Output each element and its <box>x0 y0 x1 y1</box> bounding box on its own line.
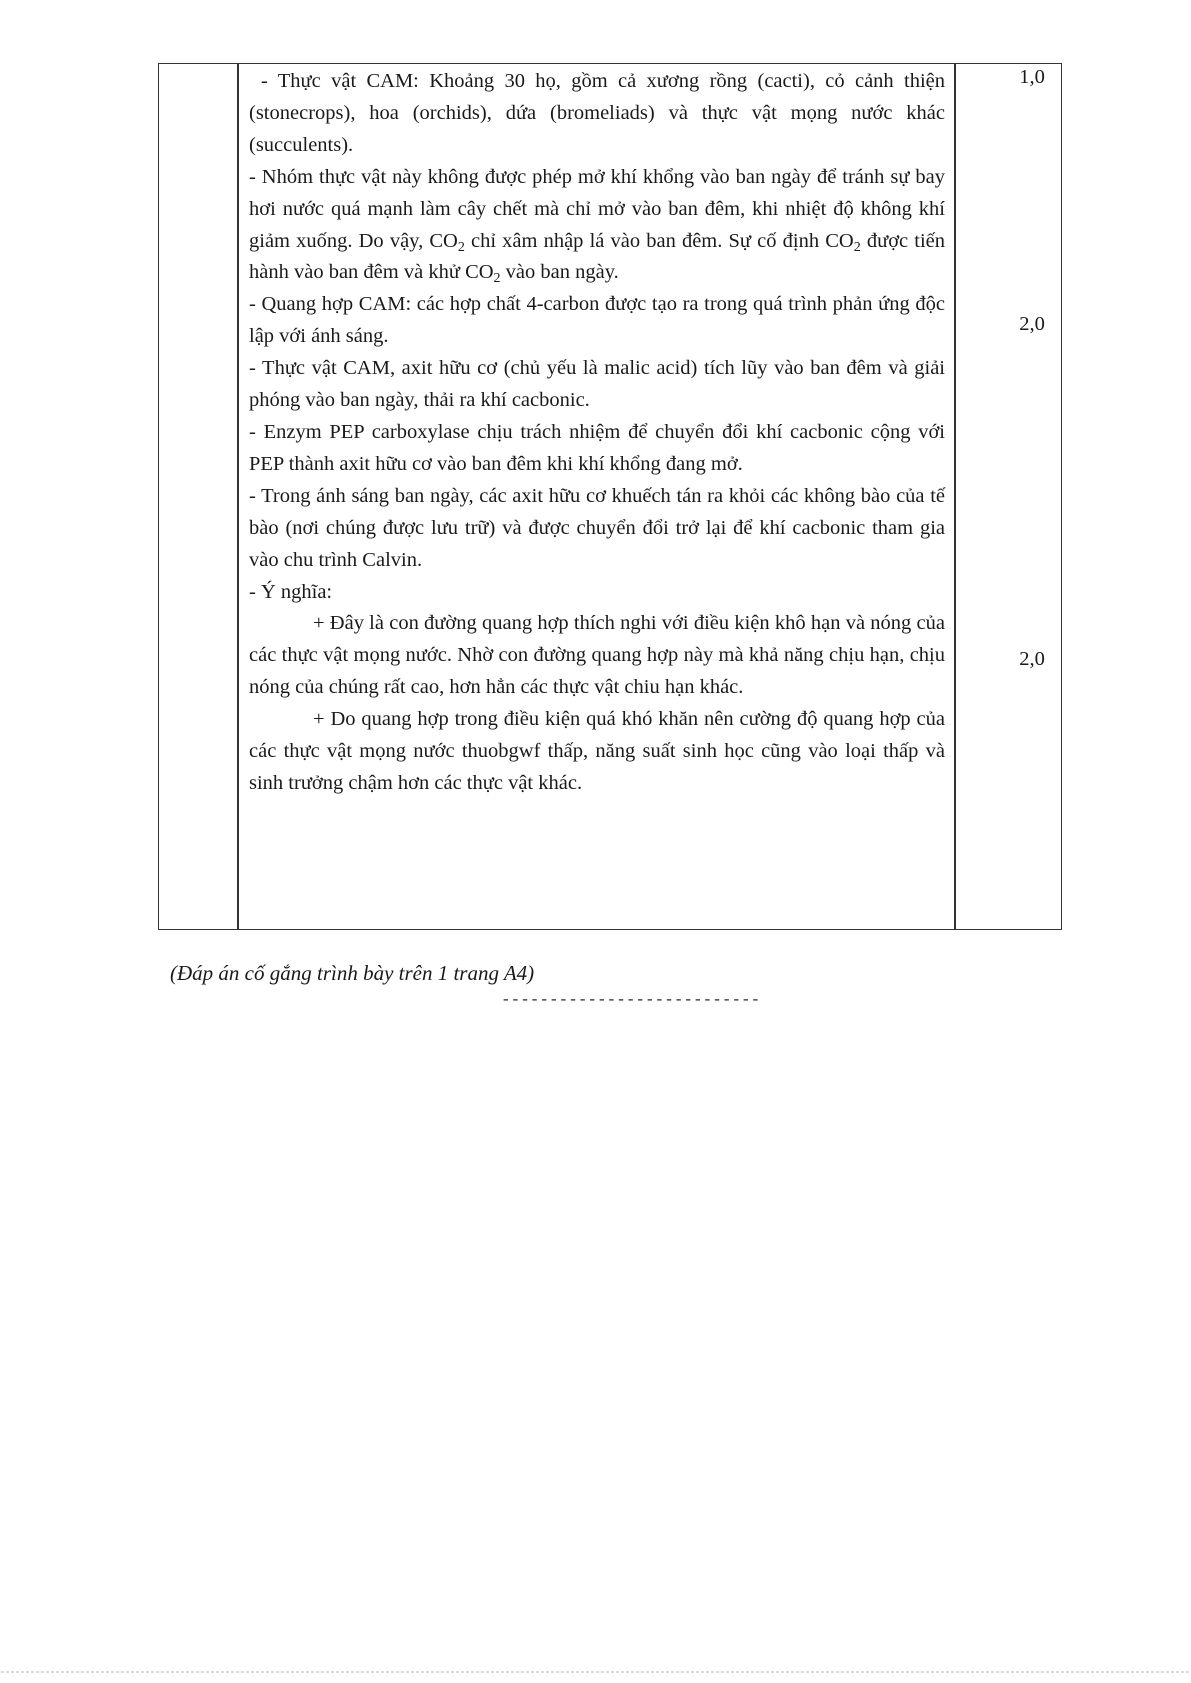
paragraph-cam-plants: - Thực vật CAM: Khoảng 30 họ, gồm cả xương rồng (cacti), cỏ cảnh thiện (stonecrops), hoa (orchids), dứa (bromeliads) và thực vật mọng nước khác (succulents). <box>249 70 945 156</box>
co2-formula: $CO_2$ <box>825 229 861 255</box>
score-2: 2,0 <box>1019 313 1045 335</box>
co2-formula: $CO_2$ <box>429 229 465 255</box>
paragraph-significance-heading: - Ý nghĩa: <box>249 580 333 603</box>
score-3: 2,0 <box>1019 648 1045 670</box>
footer-note: (Đáp án cố gắng trình bày trên 1 trang A4) <box>170 961 535 985</box>
scan-edge-dots <box>0 1671 1191 1673</box>
column-divider-right <box>954 64 956 929</box>
score-1: 1,0 <box>1019 66 1045 88</box>
paragraph-cam-photosynthesis: - Quang hợp CAM: các hợp chất 4-carbon được tạo ra trong quá trình phản ứng độc lập với ánh sáng. <box>249 293 945 348</box>
paragraph-stomata <box>249 162 945 290</box>
answer-content-cell <box>249 66 945 800</box>
paragraph-organic-acid: - Thực vật CAM, axit hữu cơ (chủ yếu là malic acid) tích lũy vào ban đêm và giải phóng vào ban ngày, thải ra khí cacbonic. <box>249 357 945 412</box>
co2-formula: $CO_2$ <box>465 261 501 287</box>
footer-rule: --------------------------- <box>501 991 761 1009</box>
stomata-text-continued-b: được tiến hành vào ban đêm và khử <box>249 229 946 284</box>
answer-table <box>158 63 1062 930</box>
paragraph-significance-2: + Do quang hợp trong điều kiện quá khó khăn nên cường độ quang hợp của các thực vật mọng nước thuobgwf thấp, năng suất sinh học cũng vào loại thấp và sinh trưởng chậm hơn các thực vật khác. <box>249 708 945 794</box>
paragraph-pep-carboxylase: - Enzym PEP carboxylase chịu trách nhiệm để chuyển đổi khí cacbonic cộng với PEP thành axit hữu cơ vào ban đêm khi khí khổng đang mở. <box>249 420 945 475</box>
stomata-text-continued-c: vào ban ngày. <box>500 261 619 284</box>
paragraph-significance-1: + Đây là con đường quang hợp thích nghi với điều kiện khô hạn và nóng của các thực vật mọng nước. Nhờ con đường quang hợp này mà khả năng chịu hạn, chịu nóng của chúng rất cao, hơn hẳn các thực vật chiu hạn khác. <box>249 612 945 699</box>
paragraph-daylight: - Trong ánh sáng ban ngày, các axit hữu cơ khuếch tán ra khỏi các không bào của tế bào (nơi chúng được lưu trữ) và được chuyển đổi trở lại để khí cacbonic tham gia vào chu trình Calvin. <box>249 484 945 571</box>
stomata-text: - Nhóm thực vật này không được phép mở khí khổng vào ban ngày để tránh sự bay hơi nước quá mạnh làm cây chết mà chỉ mở vào ban đêm, khi nhiệt độ không khí giảm xuống. Do vậy, <box>249 165 945 252</box>
stomata-text-continued-a: chỉ xâm nhập lá vào ban đêm. Sự cố định <box>464 229 826 252</box>
column-divider-left <box>237 64 239 929</box>
